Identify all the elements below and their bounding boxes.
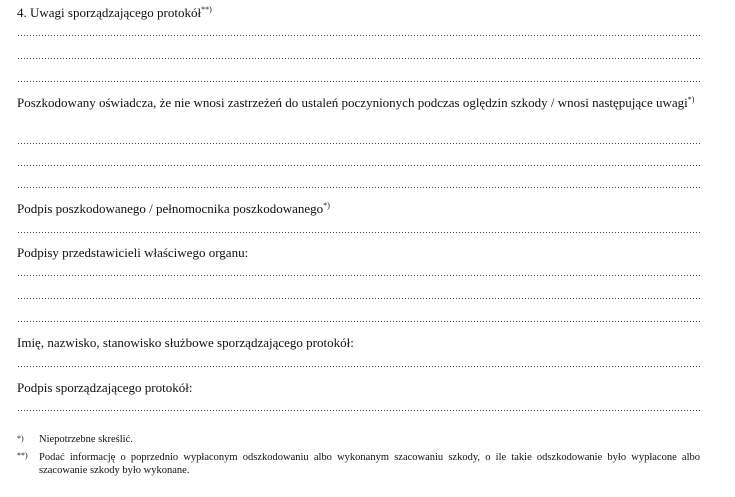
preparer-signature-line[interactable] [17, 410, 700, 411]
statement-line-1[interactable] [17, 143, 700, 144]
statement-line-3[interactable] [17, 187, 700, 188]
authority-signatures-label: Podpisy przedstawicieli właściwego organu: [17, 245, 249, 260]
victim-signature-footnote-mark: *) [323, 201, 330, 210]
statement-line-2[interactable] [17, 165, 700, 166]
footnote-1-mark: *) [17, 434, 24, 443]
victim-statement [17, 95, 707, 110]
victim-signature-line[interactable] [17, 232, 700, 233]
preparer-identity-line[interactable] [17, 366, 700, 367]
victim-signature-label: Podpis poszkodowanego / pełnomocnika poszkodowanego [17, 201, 324, 216]
authority-signature-line-3[interactable] [17, 321, 700, 322]
footnote-2-mark: **) [17, 451, 28, 460]
preparer-identity-label: Imię, nazwisko, stanowisko służbowe sporządzającego protokół: [17, 335, 354, 350]
section-4-title: 4. Uwagi sporządzającego protokół [17, 5, 202, 20]
victim-statement-text: Poszkodowany oświadcza, że nie wnosi zastrzeżeń do ustaleń poczynionych podczas oględzin szkody / wnosi następujące uwagi [17, 95, 688, 110]
victim-statement-footnote-mark: *) [687, 95, 695, 104]
authority-signature-line-1[interactable] [17, 275, 700, 276]
footnote-1-text: Niepotrzebne skreślić. [39, 434, 133, 445]
section-4-footnote-mark: **) [201, 5, 212, 14]
remarks-line-3[interactable] [17, 81, 700, 82]
authority-signature-line-2[interactable] [17, 298, 700, 299]
preparer-signature-label: Podpis sporządzającego protokół: [17, 380, 193, 395]
remarks-line-2[interactable] [17, 58, 700, 59]
section-4-heading [17, 5, 212, 20]
remarks-line-1[interactable] [17, 35, 700, 36]
footnote-2-text: Podać informację o poprzednio wypłaconym odszkodowaniu albo wykonanym szacowaniu szkody, o ile takie odszkodowanie było wypłacone albo szacowanie szkody było wykonane. [39, 452, 700, 476]
victim-signature-heading [17, 201, 330, 216]
